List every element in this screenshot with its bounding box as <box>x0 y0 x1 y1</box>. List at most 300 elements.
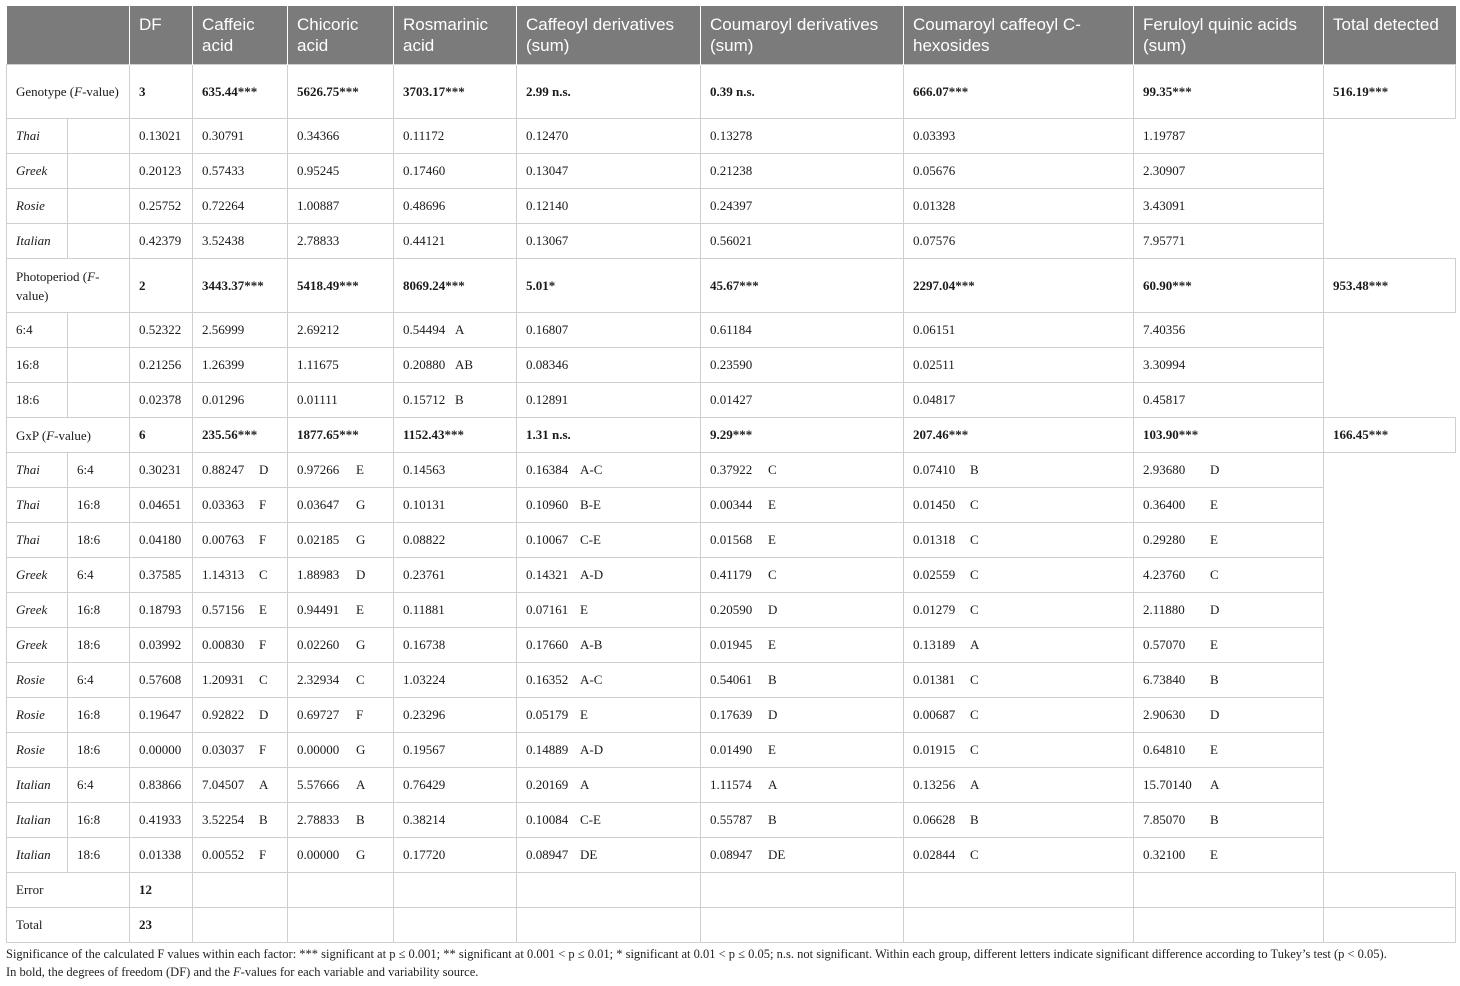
mean-value: 0.57433 <box>202 163 245 178</box>
tukey-letter: G <box>356 637 366 652</box>
value-cell <box>130 768 193 803</box>
value-cell <box>701 628 904 663</box>
f-value-cell: 953.48*** <box>1324 259 1456 313</box>
value-cell <box>288 663 394 698</box>
mean-value: 0.00830 <box>202 637 245 652</box>
summary-label: Error <box>7 873 130 908</box>
value-cell <box>288 383 394 418</box>
value-cell <box>517 768 701 803</box>
value-cell <box>1134 453 1324 488</box>
mean-value: 1.11574 <box>710 777 752 792</box>
value-cell <box>904 558 1134 593</box>
mean-value: 0.00000 <box>139 742 182 757</box>
level-a-cell: 18:6 <box>7 383 68 418</box>
value-cell <box>1134 698 1324 733</box>
factor-label-f: F <box>46 427 55 443</box>
table-row <box>7 768 1456 803</box>
mean-value: 0.13067 <box>526 233 569 248</box>
value-cell <box>1134 838 1324 873</box>
value-cell <box>1134 663 1324 698</box>
mean-value: 1.03224 <box>403 672 446 687</box>
value-cell <box>394 348 517 383</box>
empty-cell <box>288 873 394 908</box>
table-footnote <box>6 945 1455 981</box>
empty-cell <box>517 908 701 943</box>
tukey-letter: D <box>259 462 269 477</box>
value-cell <box>130 803 193 838</box>
f-value-cell: 635.44*** <box>193 65 288 119</box>
mean-value: 0.14563 <box>403 462 446 477</box>
tukey-letter: G <box>356 497 366 512</box>
value-cell <box>517 119 701 154</box>
tukey-letter: B <box>259 812 268 827</box>
tukey-letter: E <box>259 602 267 617</box>
tukey-letter: A-D <box>580 567 604 582</box>
value-cell <box>1134 348 1324 383</box>
level-b-cell: 6:4 <box>68 768 130 803</box>
value-cell <box>701 698 904 733</box>
value-cell <box>130 593 193 628</box>
value-cell <box>904 348 1134 383</box>
mean-value: 1.19787 <box>1143 128 1186 143</box>
value-cell <box>193 803 288 838</box>
level-b-cell <box>68 154 130 189</box>
tukey-letter: F <box>259 497 267 512</box>
value-cell <box>701 313 904 348</box>
mean-value: 0.07410 <box>913 462 956 477</box>
value-cell <box>1134 523 1324 558</box>
results-table <box>6 6 1456 943</box>
empty-cell <box>904 873 1134 908</box>
mean-value: 0.01111 <box>297 392 338 407</box>
value-cell <box>701 224 904 259</box>
empty-cell <box>1134 873 1324 908</box>
header-rosmarinic-acid: Rosmarinic acid <box>394 6 517 65</box>
tukey-letter: B <box>1210 812 1219 827</box>
mean-value: 0.04651 <box>139 497 182 512</box>
value-cell <box>288 154 394 189</box>
factor-label-f: F <box>87 268 96 284</box>
value-cell <box>1134 558 1324 593</box>
mean-value: 0.34366 <box>297 128 340 143</box>
value-cell <box>193 453 288 488</box>
value-cell <box>193 313 288 348</box>
level-b-cell: 18:6 <box>68 628 130 663</box>
f-value-cell: 9.29*** <box>701 418 904 453</box>
level-b-cell: 16:8 <box>68 488 130 523</box>
value-cell <box>1134 313 1324 348</box>
factor-label-f: F <box>74 84 83 99</box>
mean-value: 0.08947 <box>526 847 569 862</box>
header-df: DF <box>130 6 193 65</box>
empty-cell <box>701 873 904 908</box>
value-cell <box>1134 628 1324 663</box>
empty-cell <box>193 873 288 908</box>
mean-value: 0.05676 <box>913 163 956 178</box>
mean-value: 0.88247 <box>202 462 245 477</box>
mean-value: 0.04817 <box>913 392 956 407</box>
mean-value: 0.03992 <box>139 637 182 652</box>
value-cell <box>1134 119 1324 154</box>
table-row <box>7 453 1456 488</box>
empty-cell <box>517 873 701 908</box>
f-value-cell: 0.39 n.s. <box>701 65 904 119</box>
mean-value: 0.25752 <box>139 198 182 213</box>
mean-value: 5.57666 <box>297 777 340 792</box>
tukey-letter: E <box>356 602 364 617</box>
value-cell <box>517 348 701 383</box>
mean-value: 0.02844 <box>913 847 956 862</box>
mean-value: 0.69727 <box>297 707 340 722</box>
f-value-cell: 99.35*** <box>1134 65 1324 119</box>
level-b-cell: 6:4 <box>68 663 130 698</box>
value-cell <box>130 663 193 698</box>
table-row <box>7 698 1456 733</box>
level-a-cell: Thai <box>7 488 68 523</box>
f-value-cell: 235.56*** <box>193 418 288 453</box>
mean-value: 0.01450 <box>913 497 956 512</box>
value-cell <box>701 663 904 698</box>
mean-value: 0.10960 <box>526 497 569 512</box>
mean-value: 0.01279 <box>913 602 956 617</box>
mean-value: 0.10084 <box>526 812 569 827</box>
tukey-letter: E <box>768 532 776 547</box>
mean-value: 0.17639 <box>710 707 753 722</box>
mean-value: 0.95245 <box>297 163 340 178</box>
mean-value: 2.78833 <box>297 812 340 827</box>
mean-value: 0.36400 <box>1143 497 1186 512</box>
tukey-letter: G <box>356 847 366 862</box>
level-b-cell: 16:8 <box>68 698 130 733</box>
mean-value: 0.57608 <box>139 672 182 687</box>
mean-value: 0.57070 <box>1143 637 1186 652</box>
value-cell <box>1134 733 1324 768</box>
level-a-cell: Rosie <box>7 698 68 733</box>
value-cell <box>288 119 394 154</box>
value-cell <box>517 453 701 488</box>
tukey-letter: C <box>970 497 979 512</box>
value-cell <box>394 768 517 803</box>
value-cell <box>193 189 288 224</box>
value-cell <box>130 313 193 348</box>
level-b-cell: 6:4 <box>68 453 130 488</box>
mean-value: 0.97266 <box>297 462 340 477</box>
value-cell <box>193 119 288 154</box>
mean-value: 2.69212 <box>297 322 340 337</box>
mean-value: 0.13278 <box>710 128 753 143</box>
value-cell <box>193 558 288 593</box>
mean-value: 0.44121 <box>403 233 446 248</box>
mean-value: 0.16384 <box>526 462 569 477</box>
value-cell <box>904 663 1134 698</box>
tukey-letter: C <box>970 532 979 547</box>
value-cell <box>394 628 517 663</box>
value-cell <box>1134 224 1324 259</box>
mean-value: 2.93680 <box>1143 462 1186 477</box>
mean-value: 2.90630 <box>1143 707 1186 722</box>
mean-value: 2.56999 <box>202 322 245 337</box>
level-b-cell <box>68 313 130 348</box>
mean-value: 0.83866 <box>139 777 182 792</box>
value-cell <box>394 453 517 488</box>
tukey-letter: E <box>580 602 588 617</box>
tukey-letter: F <box>259 532 267 547</box>
value-cell <box>701 523 904 558</box>
value-cell <box>193 348 288 383</box>
value-cell <box>904 628 1134 663</box>
mean-value: 0.01318 <box>913 532 956 547</box>
value-cell <box>130 558 193 593</box>
level-a-cell: Greek <box>7 558 68 593</box>
tukey-letter: C <box>970 707 979 722</box>
value-cell <box>288 803 394 838</box>
value-cell <box>517 628 701 663</box>
mean-value: 4.23760 <box>1143 567 1186 582</box>
tukey-letter: DE <box>580 847 598 862</box>
value-cell <box>394 488 517 523</box>
value-cell <box>517 733 701 768</box>
mean-value: 0.55787 <box>710 812 753 827</box>
tukey-letter: F <box>259 847 267 862</box>
value-cell <box>904 768 1134 803</box>
value-cell <box>130 838 193 873</box>
mean-value: 0.01945 <box>710 637 753 652</box>
mean-value: 0.12470 <box>526 128 569 143</box>
footnote-f-symbol: F <box>233 965 241 979</box>
tukey-letter: C-E <box>580 812 601 827</box>
f-value-cell: 45.67*** <box>701 259 904 313</box>
mean-value: 0.23761 <box>403 567 446 582</box>
mean-value: 0.76429 <box>403 777 446 792</box>
mean-value: 0.20123 <box>139 163 182 178</box>
level-a-cell: 16:8 <box>7 348 68 383</box>
tukey-letter: D <box>1210 707 1220 722</box>
tukey-letter: B <box>768 812 777 827</box>
level-b-cell <box>68 224 130 259</box>
tukey-letter: B <box>1210 672 1219 687</box>
tukey-letter: E <box>768 742 776 757</box>
level-b-cell: 18:6 <box>68 523 130 558</box>
mean-value: 0.12140 <box>526 198 569 213</box>
value-cell <box>701 768 904 803</box>
value-cell <box>288 838 394 873</box>
empty-cell <box>1324 908 1456 943</box>
mean-value: 3.43091 <box>1143 198 1186 213</box>
mean-value: 0.32100 <box>1143 847 1186 862</box>
tukey-letter: D <box>768 707 778 722</box>
mean-value: 0.72264 <box>202 198 245 213</box>
mean-value: 0.38214 <box>403 812 446 827</box>
tukey-letter: A <box>1210 777 1220 792</box>
mean-value: 0.18793 <box>139 602 182 617</box>
tukey-letter: E <box>1210 742 1218 757</box>
mean-value: 1.20931 <box>202 672 245 687</box>
level-a-cell: Thai <box>7 119 68 154</box>
value-cell <box>904 698 1134 733</box>
mean-value: 0.02559 <box>913 567 956 582</box>
f-value-cell: 516.19*** <box>1324 65 1456 119</box>
value-cell <box>517 488 701 523</box>
table-row <box>7 119 1456 154</box>
mean-value: 2.30907 <box>1143 163 1186 178</box>
table-row <box>7 189 1456 224</box>
value-cell <box>517 803 701 838</box>
table-body <box>7 65 1456 943</box>
value-cell <box>904 488 1134 523</box>
f-value-cell: 3443.37*** <box>193 259 288 313</box>
value-cell <box>394 803 517 838</box>
table-row <box>7 523 1456 558</box>
mean-value: 0.07576 <box>913 233 956 248</box>
df-cell: 12 <box>130 873 193 908</box>
mean-value: 0.20880 <box>403 357 446 372</box>
tukey-letter: A-C <box>580 672 603 687</box>
empty-cell <box>193 908 288 943</box>
level-a-cell: Italian <box>7 224 68 259</box>
value-cell <box>394 154 517 189</box>
f-value-cell: 1.31 n.s. <box>517 418 701 453</box>
tukey-letter: C-E <box>580 532 601 547</box>
mean-value: 0.19567 <box>403 742 446 757</box>
value-cell <box>130 488 193 523</box>
f-value-cell: 60.90*** <box>1134 259 1324 313</box>
value-cell <box>193 593 288 628</box>
mean-value: 0.07161 <box>526 602 569 617</box>
value-cell <box>288 488 394 523</box>
table-row <box>7 838 1456 873</box>
mean-value: 0.08822 <box>403 532 446 547</box>
mean-value: 0.20169 <box>526 777 569 792</box>
f-value-cell: 8069.24*** <box>394 259 517 313</box>
mean-value: 0.10067 <box>526 532 569 547</box>
value-cell <box>904 838 1134 873</box>
mean-value: 2.78833 <box>297 233 340 248</box>
factor-label-text: Photoperiod ( <box>16 268 88 284</box>
mean-value: 0.30231 <box>139 462 182 477</box>
tukey-letter: C <box>259 672 268 687</box>
factor-label <box>7 418 130 453</box>
tukey-letter: B <box>970 462 979 477</box>
value-cell <box>130 119 193 154</box>
value-cell <box>130 523 193 558</box>
value-cell <box>193 768 288 803</box>
value-cell <box>701 348 904 383</box>
table-row <box>7 259 1456 313</box>
f-value-cell: 3703.17*** <box>394 65 517 119</box>
mean-value: 0.61184 <box>710 322 752 337</box>
empty-cell <box>394 873 517 908</box>
tukey-letter: D <box>356 567 366 582</box>
value-cell <box>904 733 1134 768</box>
value-cell <box>517 189 701 224</box>
mean-value: 0.11881 <box>403 602 445 617</box>
value-cell <box>130 453 193 488</box>
mean-value: 0.13021 <box>139 128 182 143</box>
tukey-letter: DE <box>768 847 786 862</box>
value-cell <box>394 224 517 259</box>
f-value-cell: 166.45*** <box>1324 418 1456 453</box>
mean-value: 0.03037 <box>202 742 245 757</box>
value-cell <box>517 593 701 628</box>
value-cell <box>701 453 904 488</box>
mean-value: 0.10131 <box>403 497 446 512</box>
mean-value: 0.21238 <box>710 163 753 178</box>
table-row <box>7 803 1456 838</box>
mean-value: 0.23296 <box>403 707 446 722</box>
value-cell <box>517 838 701 873</box>
value-cell <box>394 593 517 628</box>
value-cell <box>701 593 904 628</box>
mean-value: 2.32934 <box>297 672 340 687</box>
mean-value: 0.92822 <box>202 707 245 722</box>
mean-value: 0.94491 <box>297 602 340 617</box>
mean-value: 7.95771 <box>1143 233 1186 248</box>
value-cell <box>288 768 394 803</box>
table-row <box>7 383 1456 418</box>
footnote-line-1: Significance of the calculated F values within each factor: *** significant at p ≤ 0.001; ** significant at 0.001 < p ≤ 0.01; * significant at 0.01 < p ≤ 0.05; n.s. not significant. Within each group, different letters indicate significant difference according to Tukey’s test (p < 0.05). <box>6 947 1387 961</box>
level-b-cell <box>68 383 130 418</box>
value-cell <box>904 154 1134 189</box>
mean-value: 3.52438 <box>202 233 245 248</box>
tukey-letter: F <box>259 742 267 757</box>
value-cell <box>904 453 1134 488</box>
value-cell <box>1134 593 1324 628</box>
mean-value: 0.13047 <box>526 163 569 178</box>
f-value-cell: 5626.75*** <box>288 65 394 119</box>
mean-value: 0.01296 <box>202 392 245 407</box>
tukey-letter: G <box>356 742 366 757</box>
tukey-letter: A <box>455 322 465 337</box>
header-factor <box>7 6 130 65</box>
tukey-letter: C <box>970 602 979 617</box>
tukey-letter: E <box>580 707 588 722</box>
value-cell <box>1134 488 1324 523</box>
mean-value: 0.29280 <box>1143 532 1186 547</box>
mean-value: 1.26399 <box>202 357 245 372</box>
mean-value: 0.41179 <box>710 567 752 582</box>
mean-value: 0.00344 <box>710 497 753 512</box>
tukey-letter: AB <box>455 357 474 372</box>
df-cell: 23 <box>130 908 193 943</box>
value-cell <box>288 189 394 224</box>
mean-value: 7.40356 <box>1143 322 1186 337</box>
tukey-letter: C <box>259 567 268 582</box>
mean-value: 15.70140 <box>1143 777 1192 792</box>
df-cell: 2 <box>130 259 193 313</box>
value-cell <box>288 733 394 768</box>
f-value-cell: 5.01* <box>517 259 701 313</box>
value-cell <box>288 224 394 259</box>
mean-value: 1.11675 <box>297 357 339 372</box>
value-cell <box>904 313 1134 348</box>
value-cell <box>130 733 193 768</box>
table-row <box>7 733 1456 768</box>
empty-cell <box>288 908 394 943</box>
factor-label <box>7 259 130 313</box>
value-cell <box>288 523 394 558</box>
mean-value: 0.57156 <box>202 602 245 617</box>
f-value-cell: 1877.65*** <box>288 418 394 453</box>
tukey-letter: E <box>1210 637 1218 652</box>
value-cell <box>394 119 517 154</box>
value-cell <box>193 488 288 523</box>
value-cell <box>517 154 701 189</box>
mean-value: 0.17720 <box>403 847 446 862</box>
mean-value: 0.02511 <box>913 357 955 372</box>
tukey-letter: C <box>768 462 777 477</box>
f-value-cell: 103.90*** <box>1134 418 1324 453</box>
value-cell <box>1134 154 1324 189</box>
